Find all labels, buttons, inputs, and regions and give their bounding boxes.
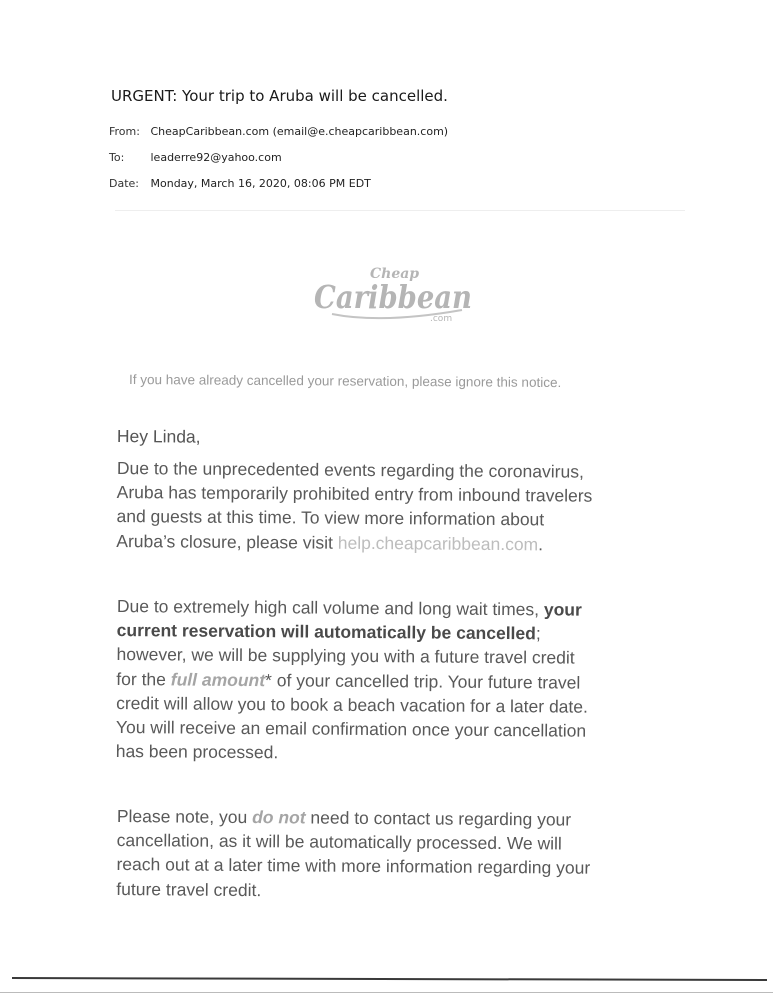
logo-text-main: Caribbean <box>314 278 472 316</box>
text-line: Aruba has temporarily prohibited entry from inbound travelers <box>116 482 593 506</box>
text-fragment: for the <box>116 668 171 690</box>
bold-fragment: current reservation will automatically be cancelled <box>116 620 536 644</box>
to-row <box>109 151 282 164</box>
from-value: CheapCaribbean.com (email@e.cheapcaribbean.com) <box>150 125 449 138</box>
text-line <box>116 529 676 558</box>
text-fragment: * of your cancelled trip. Your future travel <box>265 669 581 693</box>
text-line: Due to the unprecedented events regarding the coronavirus, <box>116 457 584 482</box>
text-line: however, we will be supplying you with a future travel credit <box>116 644 575 669</box>
logo-text-sub: .com <box>430 314 453 324</box>
header-divider <box>115 210 685 211</box>
date-label: Date: <box>109 177 139 190</box>
text-fragment: Due to extremely high call volume and long wait times, <box>116 595 544 620</box>
to-value: leaderre92@yahoo.com <box>150 151 282 164</box>
email-subject: URGENT: Your trip to Aruba will be cancelled. <box>111 87 448 105</box>
help-link[interactable]: help.cheapcaribbean.com <box>337 532 539 554</box>
text-line: cancellation, as it will be automatically processed. We will <box>116 830 562 854</box>
text-line: reach out at a later time with more information regarding your <box>116 854 591 879</box>
page-edge <box>0 992 773 993</box>
to-label: To: <box>109 151 125 164</box>
paragraph-note <box>116 804 677 905</box>
text-fragment: . <box>538 533 544 554</box>
text-fragment: ; <box>535 623 541 644</box>
emphasis-full-amount: full amount <box>170 669 266 690</box>
paragraph-cancellation <box>116 594 677 768</box>
date-value: Monday, March 16, 2020, 08:06 PM EDT <box>150 177 371 190</box>
ignore-notice: If you have already cancelled your reservation, please ignore this notice. <box>128 372 562 391</box>
text-fragment: Aruba’s closure, please visit <box>116 530 338 553</box>
cheapcaribbean-logo <box>312 258 477 328</box>
paragraph-closure <box>116 456 677 557</box>
footer-divider <box>12 977 767 981</box>
text-line: and guests at this time. To view more information about <box>116 506 545 530</box>
text-fragment: need to contact us regarding your <box>305 807 572 830</box>
from-label: From: <box>109 125 140 138</box>
from-row <box>109 125 448 138</box>
text-line: You will receive an email confirmation once your cancellation <box>115 717 587 741</box>
greeting: Hey Linda, <box>116 425 201 447</box>
text-fragment: Please note, you <box>116 805 253 828</box>
logo-text-top: Cheap <box>370 266 420 282</box>
text-line: credit will allow you to book a beach vacation for a later date. <box>116 692 589 717</box>
emphasis-do-not: do not <box>252 807 306 828</box>
bold-fragment: your <box>543 599 582 620</box>
text-line: has been processed. <box>115 741 279 763</box>
text-line: future travel credit. <box>116 878 262 900</box>
date-row <box>109 177 371 190</box>
